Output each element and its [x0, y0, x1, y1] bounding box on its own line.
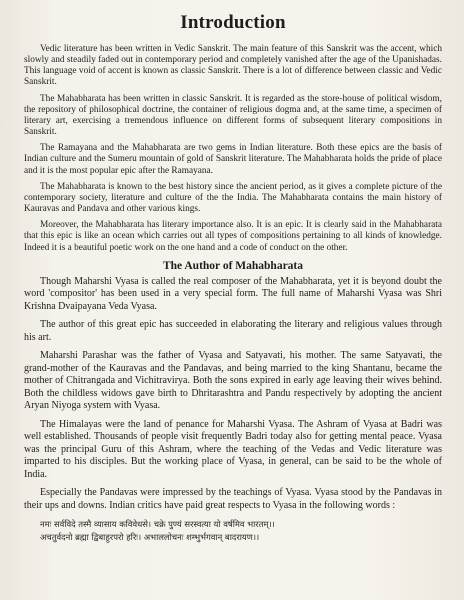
author-section [24, 276, 442, 544]
paragraph: The Himalayas were the land of penance for Maharshi Vyasa. The Ashram of Vyasa at Badri was well established. Thousands of people visit frequently Badri today also for getting mental peace. Vyasa was the principal Guru of this Ashram, where the teaching of the Vedas and Vedic literature was imparted to his disciples. But the working place of Vyasa, in general, can be said to be the whole of India. [24, 418, 442, 480]
paragraph: Vedic literature has been written in Vedic Sanskrit. The main feature of this Sanskrit was the accent, which slowly and steadily faded out in contemporary period and completely vanished after the age of the Upanishadas. This language void of accent is known as classic Sanskrit. There is a lot of difference between classic and Vedic Sanskrit. [24, 44, 442, 88]
page-title: Introduction [180, 12, 286, 33]
sanskrit-verse [40, 518, 442, 543]
verse-line: अचतुर्वदनो ब्रह्मा द्विबाहुरपरो हरिः। अभाललोचनः शम्भुर्भगवान् बादरायण।। [40, 531, 260, 542]
paragraph: The Ramayana and the Mahabharata are two gems in Indian literature. Both these epics are the basis of Indian culture and the Sumeru mountain of gold of Sanskrit literature. The Mahabharata holds the pride of place and it is the most popular epic after the Ramayana. [24, 143, 442, 176]
section-heading: The Author of Mahabharata [162, 259, 304, 272]
paragraph: Moreover, the Mahabharata has literary importance also. It is an epic. It is clearly said in the Mahabharata that this epic is like an ocean which carries out all types of compositions pertaining to all kinds of knowledge. Indeed it is a beautiful poetic work on the one hand and a code of conduct on the other. [24, 220, 442, 253]
verse-line: नमः सर्वविदे तस्मै व्यासाय कविवेधसे। चक्रे पुण्यं सरस्वत्या यो वर्षमिव भारतम्।। [40, 519, 275, 530]
introduction-section [24, 44, 442, 254]
paragraph: Especially the Pandavas were impressed by the teachings of Vyasa. Vyasa stood by the Pandavas in their ups and downs. Indian critics have paid great respects to Vyasa in the following words : [24, 487, 442, 511]
paragraph: Though Maharshi Vyasa is called the real composer of the Mahabharata, yet it is beyond doubt the word 'compositor' has been used in a very special form. The full name of Maharshi Vyasa was Shri Krishna Dvaipayana Veda Vyasa. [24, 275, 442, 312]
paragraph: The author of this great epic has succeeded in elaborating the literary and religious values through his art. [24, 319, 442, 343]
paragraph: Maharshi Parashar was the father of Vyasa and Satyavati, his mother. The same Satyavati, the grand-mother of the Kauravas and the Pandavas, and being married to the king Shantanu, became the mother of Chitrangada and Vichitravirya. Both the sons expired in early age leaving their wives behind. Both the childless widows gave birth to Dhritarashtra and Pandu respectively by adopting the ancient Aryan Niyoga system with Vyasa. [24, 350, 442, 412]
paragraph: The Mahabharata has been written in classic Sanskrit. It is regarded as the store-house of political wisdom, the repository of philosophical doctrine, the container of religious dogma and, at the same time, a specimen of literary art, exercising a tremendous influence on different forms of subsequent literary compositions in Sanskrit. [24, 93, 442, 138]
paragraph: The Mahabharata is known to the best history since the ancient period, as it gives a complete picture of the contemporary society, literature and culture of the the India. The Mahabharata contains the main history of Kauravas and Pandava and other various kings. [24, 181, 442, 215]
